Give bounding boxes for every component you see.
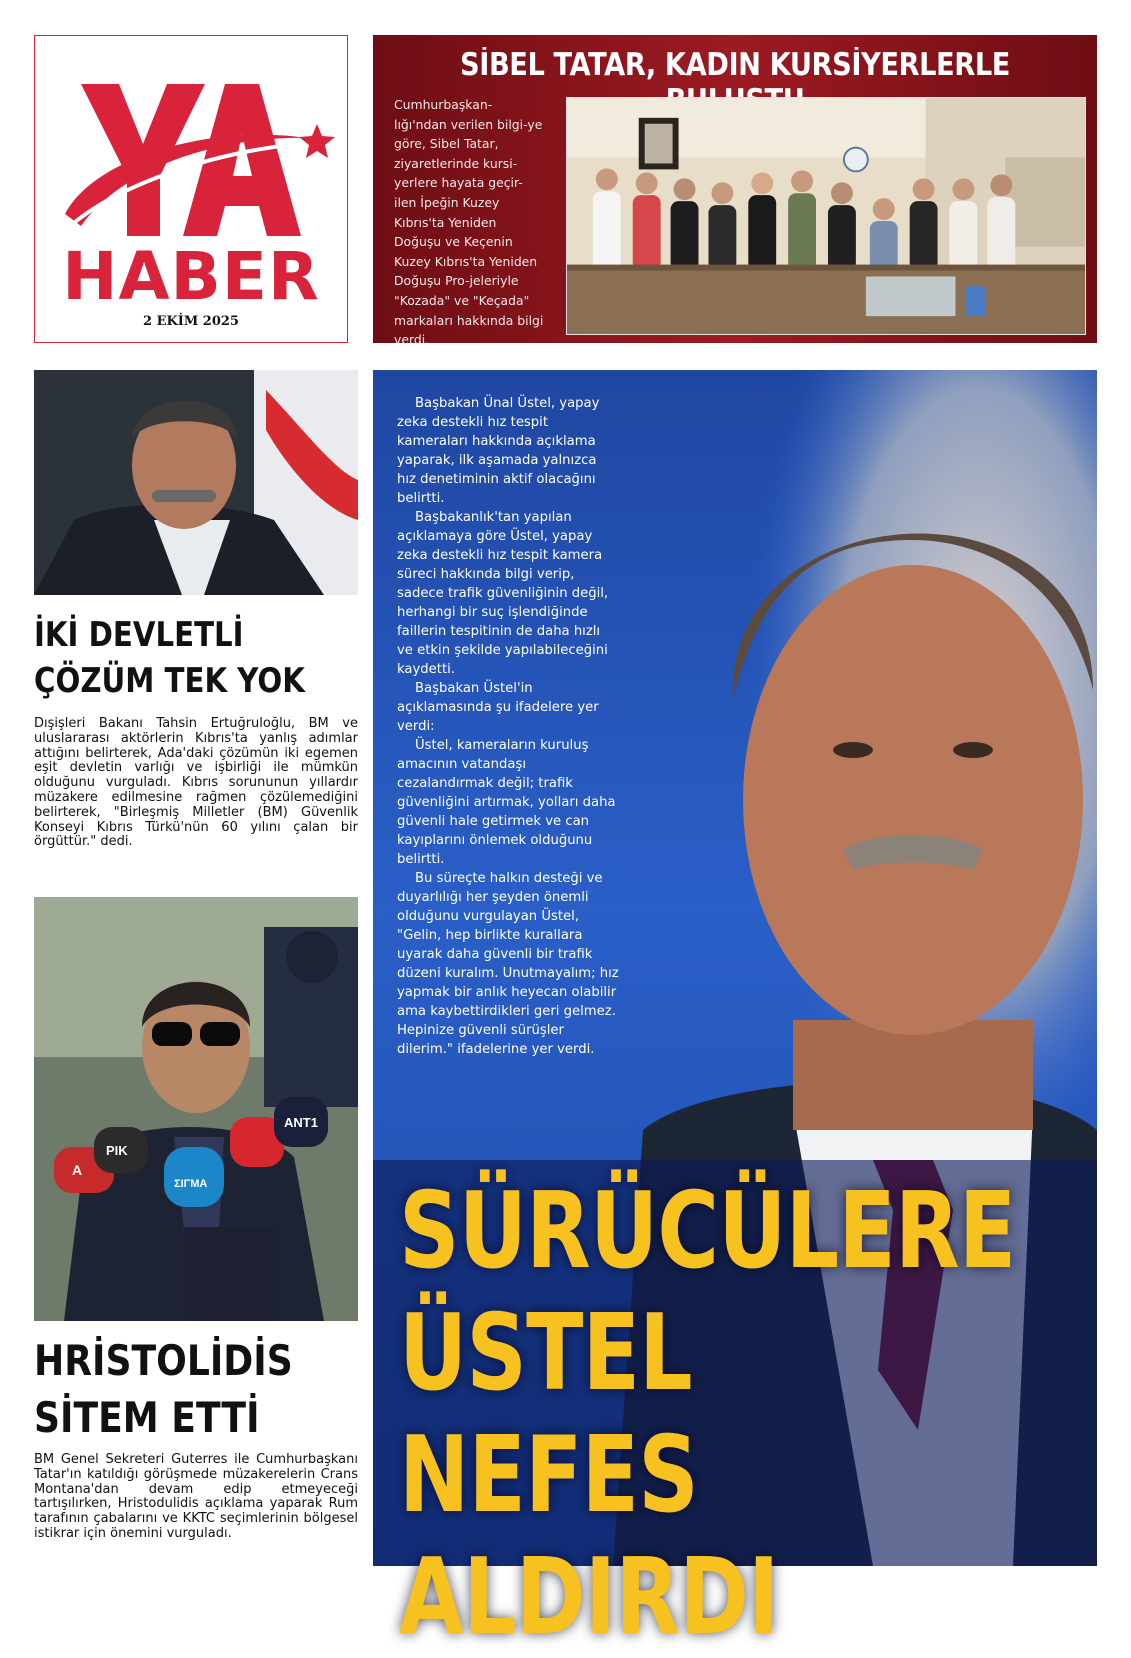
story-two-headline-line1: HRİSTOLİDİS [34,1336,293,1385]
main-headline[interactable] [399,1170,1016,1658]
top-story-body: Cumhurbaşkan-lığı'ndan verilen bilgi-ye göre, Sibel Tatar, ziyaretlerinde kursi-yerlere hayata geçir-ilen İpeğin Kuzey Kıbrıs'ta Yeniden Doğuşu ve Keçenin Kuzey Kıbrıs'ta Yeniden Doğuşu Pro-jeleriyle "Kozada" ve "Keçada" markaları hakkında bilgi verdi. [394,97,544,348]
main-story-body [397,394,619,1059]
mic-label-3: ΑΝΤ1 [284,1115,318,1130]
top-story[interactable] [373,35,1097,348]
story-two-body: BM Genel Sekreteri Guterres ile Cumhurbaşkanı Tatar'ın katıldığı görüşmede müzakerelerin Crans Montana'dan devam edip etmeyeceği tartışılırken, Hristodulidis açıklama yaparak Rum tarafının çabalarını ve KKTC seçimlerinin bölgesel istikrar için önemini vurguladı. [34,1452,358,1541]
minister-photo [34,370,358,595]
top-story-title[interactable]: SİBEL TATAR, KADIN KURSİYERLERLE [460,47,1010,83]
story-one-body: Dışişleri Bakanı Tahsin Ertuğruloğlu, BM ve uluslararası aktörlerin Kıbrıs'ta yanlış adımlar attığını belirterek, Ada'daki çözümün iki egemen eşit devletin varlığı ve işbirliği ile mümkün olduğunu vurguladı. Kıbrıs sorununun yıllardır müzakere edilmesine rağmen çözülemediğini belirterek, "Birleşmiş Milletler (BM) Güvenlik Konseyi Kıbrıs Türkü'nün 60 yılını çalan bir örgüttür." dedi. [34,716,358,850]
main-headline-line1: SÜRÜCÜLERE [399,1170,1016,1292]
top-story-photo [566,97,1086,335]
main-paragraph: Bu süreçte halkın desteği ve duyarlılığı her şeyden önemli olduğunu vurgulayan Üstel, "Gelin, hep birlikte kurallara uyarak daha güvenli bir trafik düzeni kuralım. Unutmayalım; hız yapmak bir anlık heyecan olabilir ama kaybettirdikleri geri gelmez. Hepinize güvenli sürüşler dilerim." ifadelerine yer verdi. [397,871,619,1057]
main-headline-line2: ÜSTEL NEFES [399,1292,698,1536]
mic-label-1: Α [72,1162,83,1178]
main-paragraph: Başbakan Üstel'in açıklamasında şu ifadelere yer verdi: [397,681,599,734]
issue-date: 2 EKİM 2025 [143,314,239,329]
main-paragraph: Üstel, kameraların kuruluş amacının vatandaşı cezalandırmak değil; trafik güvenliğini artırmak, yolları daha güvenli hale getirmek ve can kayıplarını önlemek olduğunu belirtti. [397,738,616,867]
mic-label-0: ΡΙΚ [106,1143,128,1158]
logo-word: HABER [62,238,320,315]
main-headline-line3: ALDIRDI [399,1536,779,1658]
story-two-headline-line2: SİTEM ETTİ [34,1393,260,1442]
masthead-logo[interactable] [34,35,348,343]
story-one-headline[interactable] [34,612,361,704]
hristodulidis-photo [34,897,358,1321]
story-one-headline-line1: İKİ DEVLETLİ [34,615,244,655]
main-paragraph: Başbakan Ünal Üstel, yapay zeka destekli hız tespit kameraları hakkında açıklama yaparak, ilk aşamada yalnızca hız denetiminin aktif olacağını belirtti. [397,396,600,506]
story-two-headline[interactable] [34,1332,361,1446]
main-story[interactable] [373,370,1097,1658]
main-paragraph: Başbakanlık'tan yapılan açıklamaya göre Üstel, yapay zeka destekli hız tespit kamera süreci hakkında bilgi verip, sadece trafik güvenliğinin değil, herhangi bir suç işlendiğinde faillerin tespitinin de daha hızlı ve etkin şekilde yapılabileceğini kaydetti. [397,510,609,677]
mic-label-2: ΣΙΓΜΑ [174,1178,208,1190]
story-one-headline-line2: ÇÖZÜM TEK YOK [34,661,305,701]
